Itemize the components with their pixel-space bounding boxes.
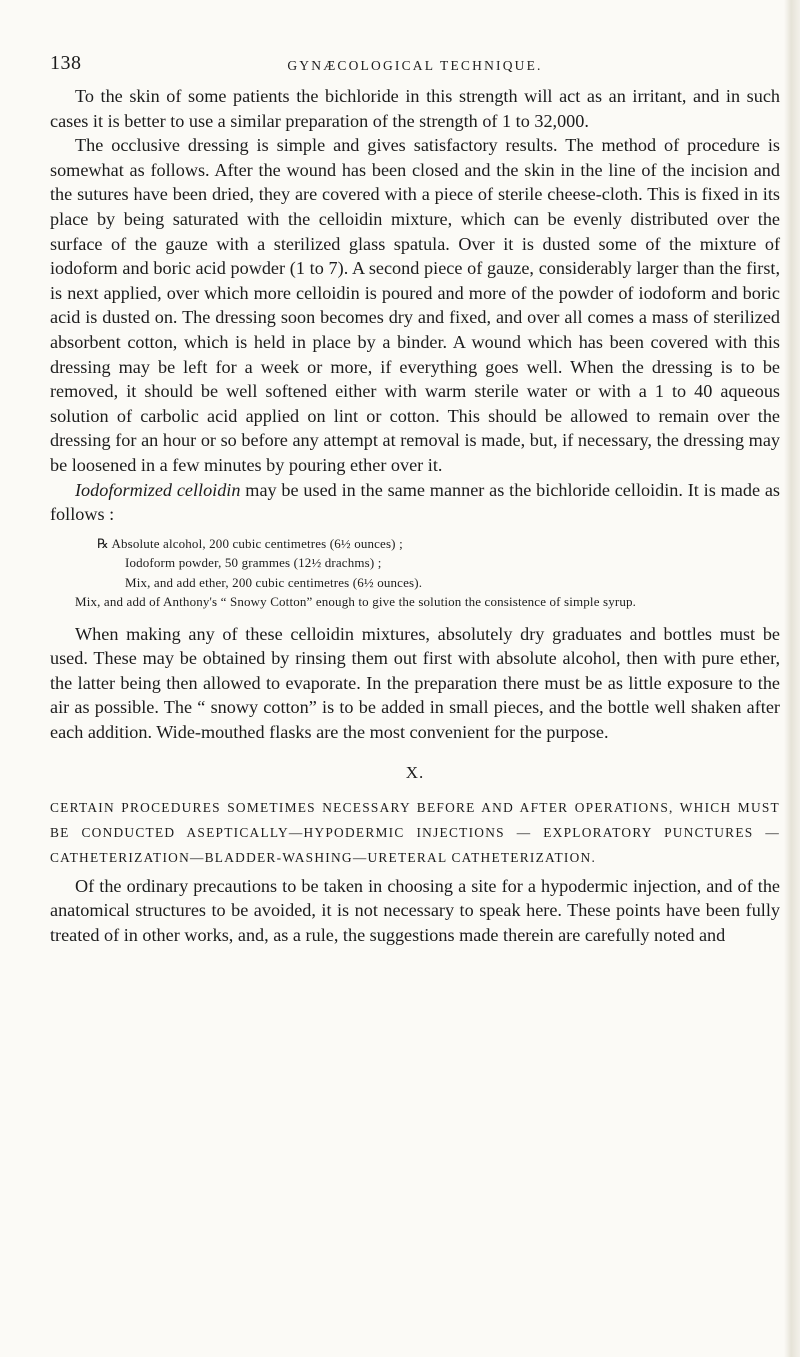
page-number: 138: [50, 52, 82, 74]
paragraph-iodoformized-celloidin: [50, 478, 780, 527]
running-head: GYNÆCOLOGICAL TECHNIQUE.: [287, 58, 543, 73]
page-edge-shadow: [784, 0, 800, 1357]
recipe-line-ether: Mix, and add ether, 200 cubic centimetres (6½ ounces).: [125, 574, 423, 590]
page-header: [50, 46, 780, 84]
recipe-line-snowy-cotton: Mix, and add of Anthony's “ Snowy Cotton” enough to give the solution the consistence of simple syrup.: [75, 594, 637, 610]
paragraph-occlusive-dressing: The occlusive dressing is simple and gives satisfactory results. The method of procedure is somewhat as follows. After the wound has been closed and the skin in the line of the incision and the sutures have been dried, they are covered with a piece of sterile cheese-cloth. This is fixed in its place by being saturated with the celloidin mixture, which can be evenly distributed over the surface of the gauze with a sterilized glass spatula. Over it is dusted some of the mixture of iodoform and boric acid powder (1 to 7). A second piece of gauze, considerably larger than the first, is next applied, over which more celloidin is poured and more of the powder of iodoform and boric acid is dusted on. The dressing soon becomes dry and fixed, and over all comes a mass of sterilized absorbent cotton, which is held in place by a binder. A wound which has been covered with this dressing may be left for a week or more, if everything goes well. When the dressing is to be removed, it should be well softened either with warm sterile water or with a 1 to 40 aqueous solution of carbolic acid applied on lint or cotton. This should be allowed to remain over the dressing for an hour or so before any attempt at removal is made, but, if necessary, the dressing may be loosened in a few minutes by pouring ether over it.: [50, 135, 780, 475]
paragraph-hypodermic: Of the ordinary precautions to be taken in choosing a site for a hypodermic injection, and of the anatomical structures to be avoided, it is not necessary to speak here. These points have been fully treated of in other works, and, as a rule, the suggestions made therein are carefully noted and: [50, 875, 780, 945]
book-page: [50, 46, 780, 947]
paragraph-irritant: To the skin of some patients the bichloride in this strength will act as an irritant, and in such cases it is better to use a similar preparation of the strength of 1 to 32,000.: [50, 86, 780, 131]
section-title: CERTAIN PROCEDURES SOMETIMES NECESSARY BEFORE AND AFTER OPERATIONS, WHICH MUST BE CONDUCTED ASEPTICALLY—HYPODERMIC INJECTIONS — EXPLORATORY PUNCTURES — CATHETERIZATION—BLADDER-WASHING—URETERAL CATHETERIZATION.: [50, 799, 780, 865]
section-number: X.: [405, 762, 425, 782]
recipe-line-alcohol: ℞ Absolute alcohol, 200 cubic centimetres (6½ ounces) ;: [97, 535, 403, 551]
recipe-block: [50, 534, 780, 612]
recipe-line-iodoform: Iodoform powder, 50 grammes (12½ drachms) ;: [125, 555, 382, 571]
paragraph-celloidin-mixtures: When making any of these celloidin mixtures, absolutely dry graduates and bottles must be used. These may be obtained by rinsing them out first with absolute alcohol, then with pure ether, the latter being then allowed to evaporate. In the preparation there must be as little exposure to the air as possible. The “ snowy cotton” is to be added in small pieces, and the bottle well shaken after each addition. Wide-mouthed flasks are the most convenient for the purpose.: [50, 623, 780, 743]
iodoformized-celloidin-text: may be used in the same manner as the bichloride celloidin. It is made as follows :: [50, 479, 781, 525]
iodoformized-celloidin-term: Iodoformized celloidin: [75, 479, 241, 500]
